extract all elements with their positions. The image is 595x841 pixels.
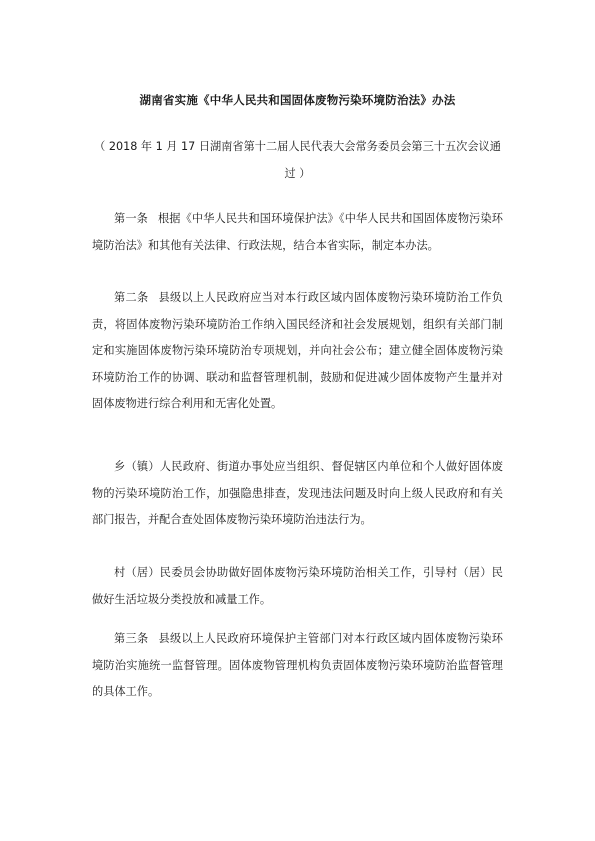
article-3-paragraph [92,626,503,706]
article-2-paragraph [92,285,503,418]
article-number: 第三条 [114,632,149,645]
paragraph-text: 县级以上人民政府环境保护主管部门对本行政区域内固体废物污染环境防治实施统一监督管理。固体废物管理机构负责固体废物污染环境防治监督管理的具体工作。 [92,632,503,698]
document-title: 湖南省实施《中华人民共和国固体废物污染环境防治法》办法 [139,93,456,107]
paragraph-text: 县级以上人民政府应当对本行政区域内固体废物污染环境防治工作负责，将固体废物污染环境防治工作纳入国民经济和社会发展规划，组织有关部门制定和实施固体废物污染环境防治专项规划，并向社会公布；建立健全固体废物污染环境防治工作的协调、联动和监督管理机制，鼓励和促进减少固体废物产生量并对固体废物进行综合利用和无害化处置。 [92,291,503,410]
paragraph-text: 乡（镇）人民政府、街道办事处应当组织、督促辖区内单位和个人做好固体废物的污染环境防治工作，加强隐患排查，发现违法问题及时向上级人民政府和有关部门报告，并配合查处固体废物污染环境防治违法行为。 [92,460,503,526]
article-number: 第一条 [114,212,148,225]
paragraph-text: 根据《中华人民共和国环境保护法》《中华人民共和国固体废物污染环境防治法》和其他有关法律、行政法规，结合本省实际，制定本办法。 [92,212,503,252]
article-2-paragraph-3 [92,560,503,613]
article-number: 第二条 [114,291,149,304]
paragraph-text: 村（居）民委员会协助做好固体废物污染环境防治相关工作，引导村（居）民做好生活垃圾分类投放和减量工作。 [92,566,503,606]
article-2-paragraph-2 [92,454,503,534]
adoption-note: （ 2018 年 1 月 17 日湖南省第十二届人民代表大会常务委员会第三十五次会议通过 ） [94,140,501,180]
article-1-paragraph [92,206,503,259]
